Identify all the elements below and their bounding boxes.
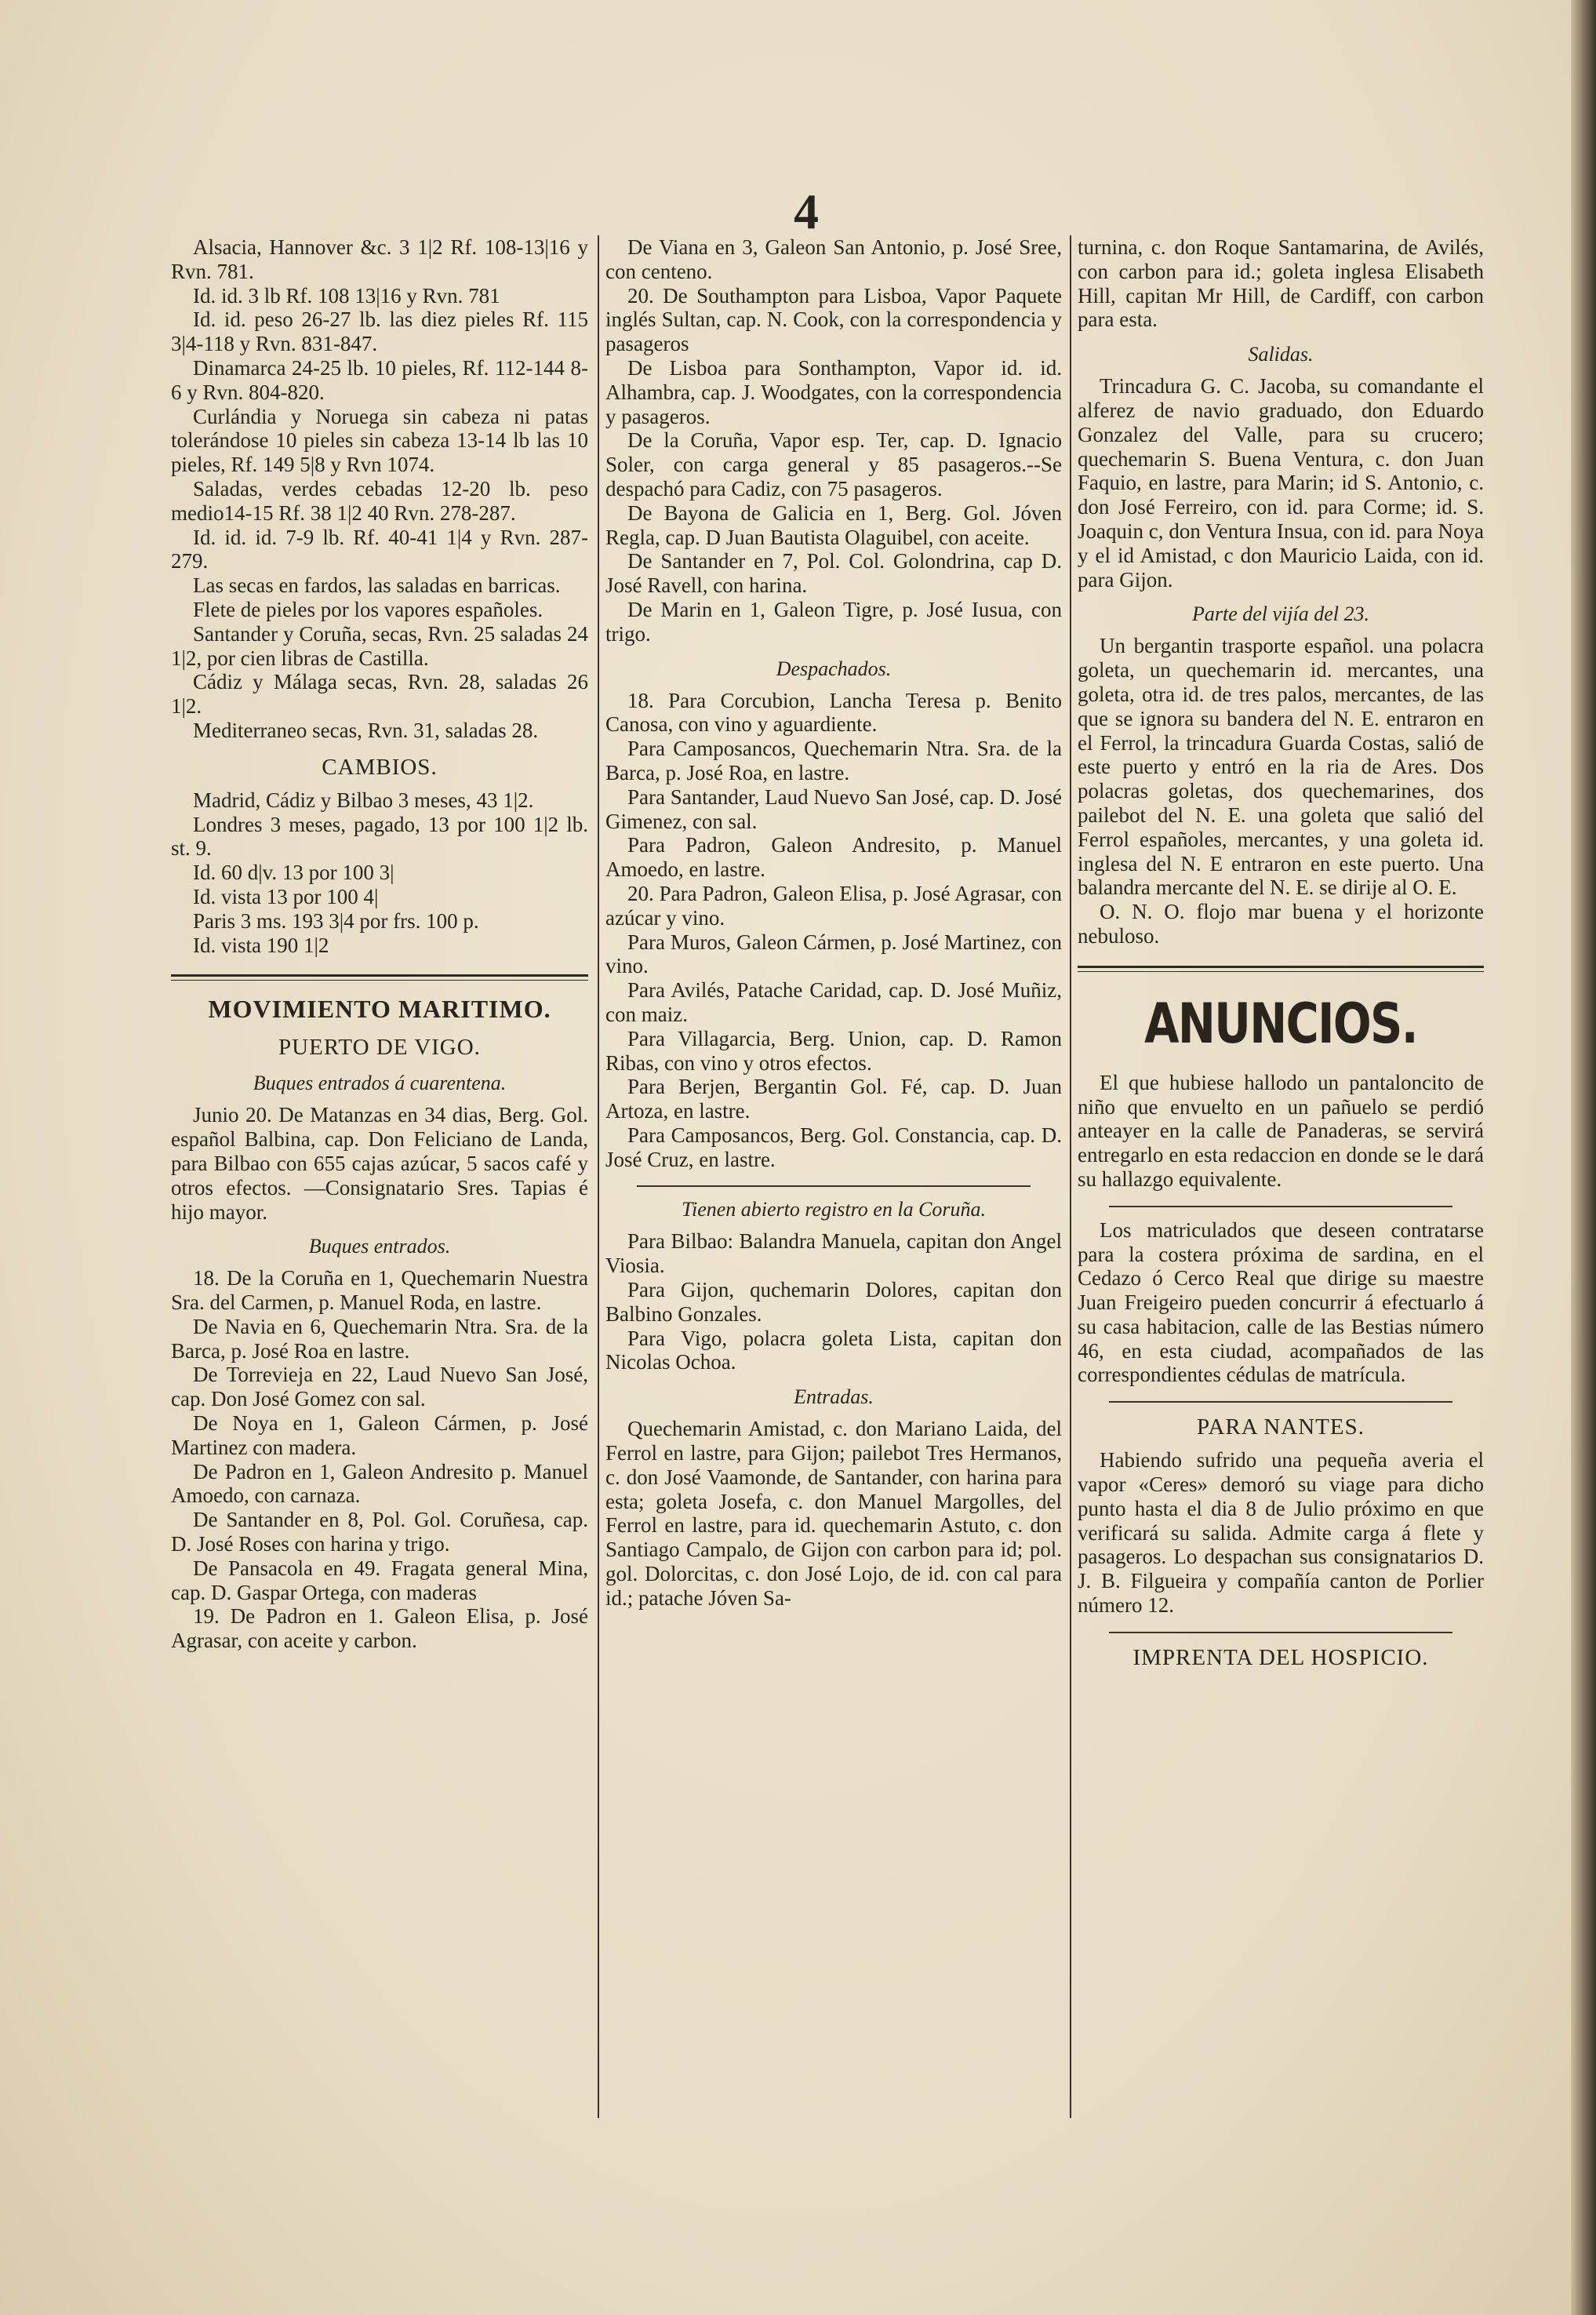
despachados-list — [605, 689, 1062, 1172]
ship-entry: Para Avilés, Patache Caridad, cap. D. José Muñiz, con maiz. — [605, 978, 1062, 1026]
ship-entry: De Noya en 1, Galeon Cármen, p. José Martinez con madera. — [171, 1411, 588, 1459]
para-nantes-heading: PARA NANTES. — [1197, 1414, 1365, 1440]
hides-paragraph: Cádiz y Málaga secas, Rvn. 28, saladas 26 1|2. — [171, 670, 588, 719]
arrivals-continued — [605, 235, 1062, 646]
section-divider — [1109, 1206, 1452, 1207]
salidas-heading: Salidas. — [1248, 343, 1314, 366]
ship-entry: 20. Para Padron, Galeon Elisa, p. José Agrasar, con azúcar y vino. — [605, 881, 1062, 930]
section-divider — [171, 974, 588, 981]
anuncio-matriculados: Los matriculados que deseen contratarse para la costera próxima de sardina, en el Cedazo ó Cerco Real que dirige su maestre Juan Freigeiro pueden concurrir á efectuarlo á su casa habitacion, calle de las Bestias número 46, en esta ciudad, acompañados de las correspondientes cédulas de matrícula. — [1078, 1218, 1484, 1387]
ship-entry: 18. Para Corcubion, Lancha Teresa p. Benito Canosa, con vino y aguardiente. — [605, 688, 1062, 737]
ship-entry: De Santander en 7, Pol. Col. Golondrina, cap D. José Ravell, con harina. — [605, 549, 1062, 598]
ship-entry: Para Muros, Galeon Cármen, p. José Martinez, con vino. — [605, 930, 1062, 978]
cambio-line: Id. vista 13 por 100 4| — [193, 884, 379, 908]
column-1 — [171, 235, 588, 1653]
hides-paragraph: Id. id. peso 26-27 lb. las diez pieles Rf. 115 3|4-118 y Rvn. 831-847. — [171, 308, 588, 356]
despachados-heading: Despachados. — [776, 657, 892, 680]
ship-entry: 19. De Padron en 1. Galeon Elisa, p. José Agrasar, con aceite y carbon. — [171, 1604, 588, 1653]
ship-entry: De Marin en 1, Galeon Tigre, p. José Iusua, con trigo. — [605, 597, 1062, 646]
movimiento-maritimo-heading: MOVIMIENTO MARITIMO. — [208, 995, 551, 1024]
hides-prices — [171, 235, 588, 743]
salidas-paragraph: Trincadura G. C. Jacoba, su comandante el alferez de navio graduado, don Eduardo Gonzalez del Valle, para su crucero; quechemarin S. Buena Ventura, c. don Juan Faquio, en lastre, para Marin; id S. Antonio, c. don José Ferreiro, con id. para Corme; id. S. Joaquin c, don Ventura Insua, con id. para Noya y el id Amistad, c don Mauricio Laida, con id. para Gijon. — [1078, 374, 1484, 591]
cambios-heading: CAMBIOS. — [322, 754, 438, 780]
ship-entry: Para Camposancos, Berg. Gol. Constancia, cap. D. José Cruz, en lastre. — [605, 1123, 1062, 1171]
hides-paragraph: Mediterraneo secas, Rvn. 31, saladas 28. — [193, 718, 539, 742]
hides-paragraph: Id. id. 3 lb Rf. 108 13|16 y Rvn. 781 — [193, 283, 500, 308]
entradas-paragraph: Quechemarin Amistad, c. don Mariano Laida, del Ferrol en lastre, para Gijon; pailebot Tres Hermanos, c. don José Vaamonde, de Santander, con harina para esta; goleta Josefa, c. don Manuel Margolles, del Ferrol en lastre, para id. quechemarin Astuto, c. don Santiago Campalo, de Gijon con carbon para id; pol. gol. Dolorcitas, c. don José Lojo, de id. con cal para id.; patache Jóven Sa- — [605, 1417, 1062, 1610]
hides-paragraph: Saladas, verdes cebadas 12-20 lb. peso medio14-15 Rf. 38 1|2 40 Rvn. 278-287. — [171, 476, 588, 525]
ship-entry: De Santander en 8, Pol. Gol. Coruñesa, cap. D. José Roses con harina y trigo. — [171, 1508, 588, 1556]
ship-entry: 18. De la Coruña en 1, Quechemarin Nuestra Sra. del Carmen, p. Manuel Roda, en lastre. — [171, 1266, 588, 1315]
vigia-paragraph: Un bergantin trasporte español. una polacra goleta, un quechemarin id. mercantes, una goleta, otra id. de tres palos, mercantes, de las que se ignora su bandera del N. E. entraron en el Ferrol, la trincadura Guarda Costas, salió de este puerto y entró en la ria de Ares. Dos polacras goletas, dos quechemarines, dos pailebot del N. E. una goleta que salió del Ferrol españoles, mercantes, y una goleta id. inglesa del N. E entraron en este puerto. Una balandra mercante del N. E. se dirije al O. E. — [1078, 634, 1484, 900]
entradas-continued: turnina, c. don Roque Santamarina, de Avilés, con carbon para id.; goleta inglesa Elisabeth Hill, capitan Mr Hill, de Cardiff, con carbon para esta. — [1078, 235, 1484, 332]
registro-list — [605, 1229, 1062, 1374]
anuncio-lost-trousers: El que hubiese hallodo un pantaloncito de niño que envuelto en un pañuelo se perdió anteayer en la calle de Panaderas, se servirá entregarlo en esta redaccion en donde se le dará su hallazgo equivalente. — [1078, 1070, 1484, 1191]
column-divider-1 — [598, 235, 599, 2118]
entradas-heading: Entradas. — [794, 1385, 874, 1409]
ship-entry: 20. De Southampton para Lisboa, Vapor Paquete inglés Sultan, cap. N. Cook, con la correspondencia y pasageros — [605, 283, 1062, 356]
ship-entry: De Lisboa para Sonthampton, Vapor id. id. Alhambra, cap. J. Woodgates, con la correspondencia y pasageros. — [605, 355, 1062, 428]
cambio-line: Madrid, Cádiz y Bilbao 3 meses, 43 1|2. — [193, 788, 534, 812]
section-divider — [637, 1185, 1031, 1187]
registro-heading: Tienen abierto registro en la Coruña. — [681, 1198, 987, 1221]
ship-entry: Para Villagarcia, Berg. Union, cap. D. Ramon Ribas, con vino y otros efectos. — [605, 1026, 1062, 1075]
hides-paragraph: Flete de pieles por los vapores españoles. — [193, 597, 544, 621]
puerto-de-vigo-heading: PUERTO DE VIGO. — [278, 1035, 481, 1061]
column-3 — [1078, 235, 1484, 1679]
ship-entry: De Padron en 1, Galeon Andresito p. Manuel Amoedo, con carnaza. — [171, 1459, 588, 1508]
anuncio-nantes: Habiendo sufrido una pequeña averia el vapor «Ceres» demoró su viage para dicho punto hasta el dia 8 de Julio próximo en que verificará su salida. Admite carga á flete y pasageros. Lo despachan sus consignatarios D. J. B. Filgueira y compañía canton de Porlier número 12. — [1078, 1448, 1484, 1618]
section-divider — [1109, 1401, 1452, 1403]
hides-paragraph: Las secas en fardos, las saladas en barricas. — [193, 573, 561, 598]
column-2 — [605, 235, 1062, 1611]
entrados-list — [171, 1266, 588, 1653]
cambio-line: Id. 60 d|v. 13 por 100 3| — [193, 861, 394, 885]
ship-entry: De Navia en 6, Quechemarin Ntra. Sra. de la Barca, p. José Roa en lastre. — [171, 1314, 588, 1363]
ship-entry: De Viana en 3, Galeon San Antonio, p. José Sree, con centeno. — [605, 235, 1062, 283]
registro-entry: Para Vigo, polacra goleta Lista, capitan don Nicolas Ochoa. — [605, 1326, 1062, 1374]
hides-paragraph: Alsacia, Hannover &c. 3 1|2 Rf. 108-13|16 y Rvn. 781. — [171, 235, 588, 283]
hides-paragraph: Curlándia y Noruega sin cabeza ni patas tolerándose 10 pieles sin cabeza 13-14 lb las 10 pieles, Rf. 149 5|8 y Rvn 1074. — [171, 404, 588, 477]
ship-entry: De Torrevieja en 22, Laud Nuevo San José, cap. Don José Gomez con sal. — [171, 1363, 588, 1411]
cuarentena-entry: Junio 20. De Matanzas en 34 dias, Berg. Gol. español Balbina, cap. Don Feliciano de Landa, para Bilbao con 655 cajas azúcar, 5 sacos café y otros efectos. —Consignatario Sres. Tapias é hijo mayor. — [171, 1103, 588, 1224]
registro-entry: Para Gijon, quchemarin Dolores, capitan don Balbino Gonzales. — [605, 1278, 1062, 1326]
ship-entry: De Bayona de Galicia en 1, Berg. Gol. Jóven Regla, cap. D Juan Bautista Olaguibel, con aceite. — [605, 500, 1062, 549]
ship-entry: De la Coruña, Vapor esp. Ter, cap. D. Ignacio Soler, con carga general y 85 pasageros.--Se despachó para Cadiz, con 75 pasageros. — [605, 428, 1062, 500]
section-divider — [1078, 966, 1484, 972]
section-divider — [1109, 1632, 1452, 1633]
ship-entry: Para Santander, Laud Nuevo San José, cap. D. José Gimenez, con sal. — [605, 784, 1062, 833]
page-edge-shadow — [1571, 0, 1596, 2315]
ship-entry: Para Padron, Galeon Andresito, p. Manuel Amoedo, en lastre. — [605, 833, 1062, 882]
cambio-line: Id. vista 190 1|2 — [193, 933, 329, 957]
column-divider-2 — [1070, 235, 1071, 2118]
imprenta-footer: IMPRENTA DEL HOSPICIO. — [1132, 1644, 1429, 1670]
cambio-line: Londres 3 meses, pagado, 13 por 100 1|2 lb. st. 9. — [171, 812, 588, 861]
cuarentena-heading: Buques entrados á cuarentena. — [253, 1072, 507, 1095]
entrados-heading: Buques entrados. — [308, 1235, 451, 1258]
hides-paragraph: Id. id. id. 7-9 lb. Rf. 40-41 1|4 y Rvn. 287-279. — [171, 525, 588, 573]
ship-entry: Para Camposancos, Quechemarin Ntra. Sra. de la Barca, p. José Roa, en lastre. — [605, 737, 1062, 784]
page-number: 4 — [794, 184, 819, 239]
vigia-paragraph: O. N. O. flojo mar buena y el horizonte nebuloso. — [1078, 900, 1484, 948]
cambio-line: Paris 3 ms. 193 3|4 por frs. 100 p. — [193, 908, 479, 933]
anuncios-heading: ANUNCIOS. — [1144, 991, 1417, 1056]
registro-entry: Para Bilbao: Balandra Manuela, capitan don Angel Viosia. — [605, 1229, 1062, 1278]
vigia-heading: Parte del vijía del 23. — [1191, 602, 1369, 626]
cambios-list — [171, 788, 588, 958]
ship-entry: De Pansacola en 49. Fragata general Mina, cap. D. Gaspar Ortega, con maderas — [171, 1556, 588, 1604]
hides-paragraph: Santander y Coruña, secas, Rvn. 25 saladas 24 1|2, por cien libras de Castilla. — [171, 621, 588, 670]
hides-paragraph: Dinamarca 24-25 lb. 10 pieles, Rf. 112-144 8-6 y Rvn. 804-820. — [171, 355, 588, 404]
ship-entry: Para Berjen, Bergantin Gol. Fé, cap. D. Juan Artoza, en lastre. — [605, 1075, 1062, 1123]
